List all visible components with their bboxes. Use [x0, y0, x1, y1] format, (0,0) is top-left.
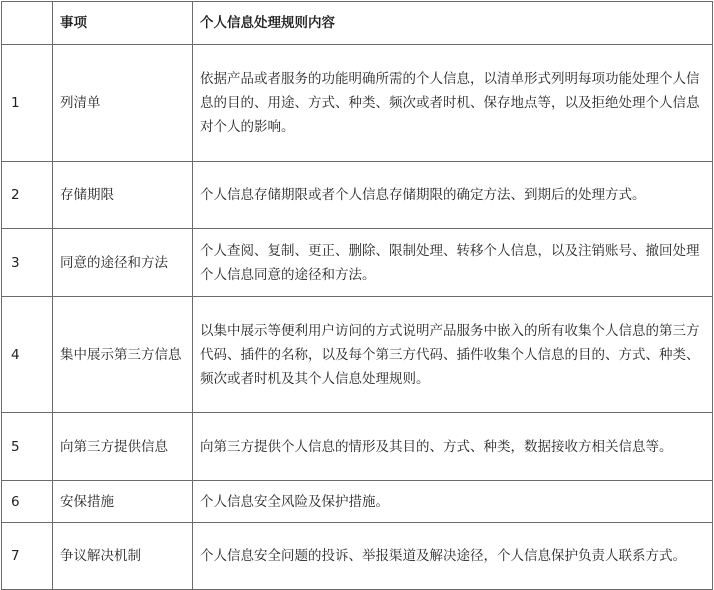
row-content: 个人信息安全风险及保护措施。	[193, 481, 713, 523]
row-item: 争议解决机制	[53, 523, 193, 590]
header-cell-item: 事项	[53, 2, 193, 45]
row-number: 1	[2, 45, 53, 162]
row-number: 5	[2, 413, 53, 481]
table-header-row	[2, 2, 713, 45]
row-content: 以集中展示等便利用户访问的方式说明产品服务中嵌入的所有收集个人信息的第三方代码、插件的名称，以及每个第三方代码、插件收集个人信息的目的、方式、种类、频次或者时机及其个人信息处理规则。	[193, 297, 713, 413]
rules-table	[1, 1, 713, 590]
row-number: 3	[2, 229, 53, 297]
row-content: 个人查阅、复制、更正、删除、限制处理、转移个人信息，以及注销账号、撤回处理个人信息同意的途径和方法。	[193, 229, 713, 297]
table-row	[2, 523, 713, 590]
row-number: 2	[2, 162, 53, 229]
row-content: 个人信息安全问题的投诉、举报渠道及解决途径，个人信息保护负责人联系方式。	[193, 523, 713, 590]
row-item: 同意的途径和方法	[53, 229, 193, 297]
row-item: 向第三方提供信息	[53, 413, 193, 481]
table-row	[2, 45, 713, 162]
row-content: 依据产品或者服务的功能明确所需的个人信息，以清单形式列明每项功能处理个人信息的目的、用途、方式、种类、频次或者时机、保存地点等，以及拒绝处理个人信息对个人的影响。	[193, 45, 713, 162]
row-number: 7	[2, 523, 53, 590]
row-number: 6	[2, 481, 53, 523]
row-number: 4	[2, 297, 53, 413]
header-cell-content: 个人信息处理规则内容	[193, 2, 713, 45]
row-item: 存储期限	[53, 162, 193, 229]
table-row	[2, 413, 713, 481]
row-content: 个人信息存储期限或者个人信息存储期限的确定方法、到期后的处理方式。	[193, 162, 713, 229]
row-item: 集中展示第三方信息	[53, 297, 193, 413]
row-content: 向第三方提供个人信息的情形及其目的、方式、种类，数据接收方相关信息等。	[193, 413, 713, 481]
table-row	[2, 162, 713, 229]
table-row	[2, 297, 713, 413]
table-row	[2, 481, 713, 523]
row-item: 列清单	[53, 45, 193, 162]
table-row	[2, 229, 713, 297]
row-item: 安保措施	[53, 481, 193, 523]
header-cell-number	[2, 2, 53, 45]
